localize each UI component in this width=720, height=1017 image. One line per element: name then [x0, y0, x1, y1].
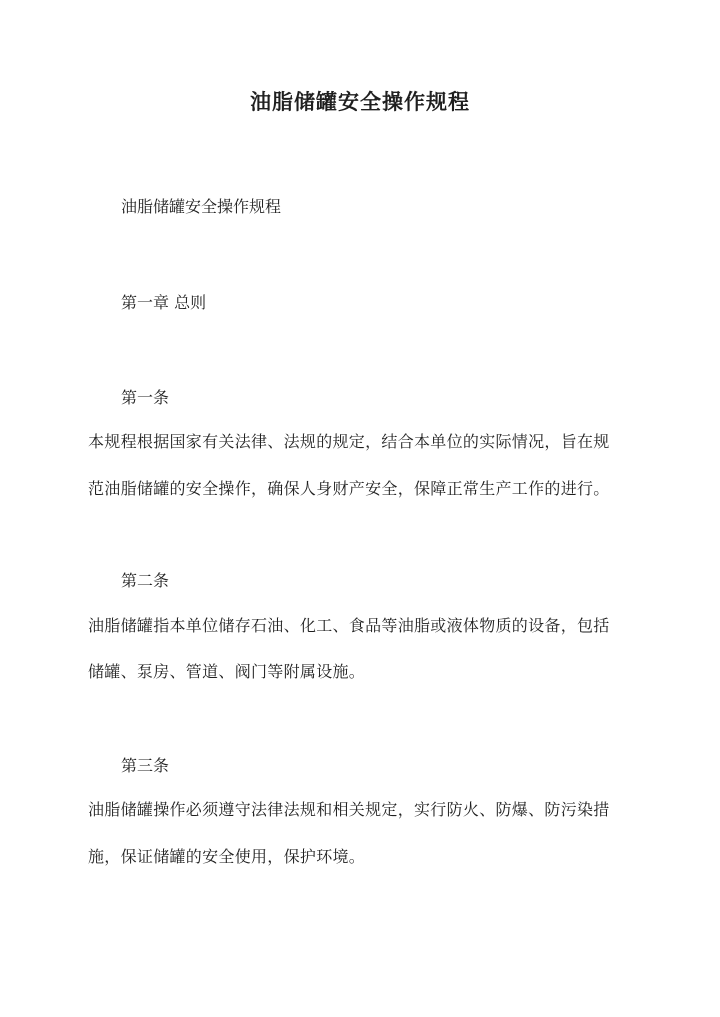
article-text-line: 施，保证储罐的安全使用，保护环境。 [88, 847, 366, 866]
article-heading: 第二条 [121, 571, 170, 590]
article-text-line: 油脂储罐操作必须遵守法律法规和相关规定，实行防火、防爆、防污染措 [88, 800, 610, 819]
article-heading: 第一条 [121, 388, 170, 407]
article-heading: 第三条 [121, 756, 170, 775]
article-text-line: 本规程根据国家有关法律、法规的规定，结合本单位的实际情况，旨在规 [88, 432, 610, 451]
document-title: 油脂储罐安全操作规程 [250, 89, 470, 114]
article-text-line: 范油脂储罐的安全操作，确保人身财产安全，保障正常生产工作的进行。 [88, 479, 610, 498]
article-text-line: 储罐、泵房、管道、阀门等附属设施。 [88, 662, 366, 681]
chapter-heading: 第一章 总则 [121, 293, 207, 312]
document-subtitle: 油脂储罐安全操作规程 [121, 197, 282, 216]
article-text-line: 油脂储罐指本单位储存石油、化工、食品等油脂或液体物质的设备，包括 [88, 616, 610, 635]
